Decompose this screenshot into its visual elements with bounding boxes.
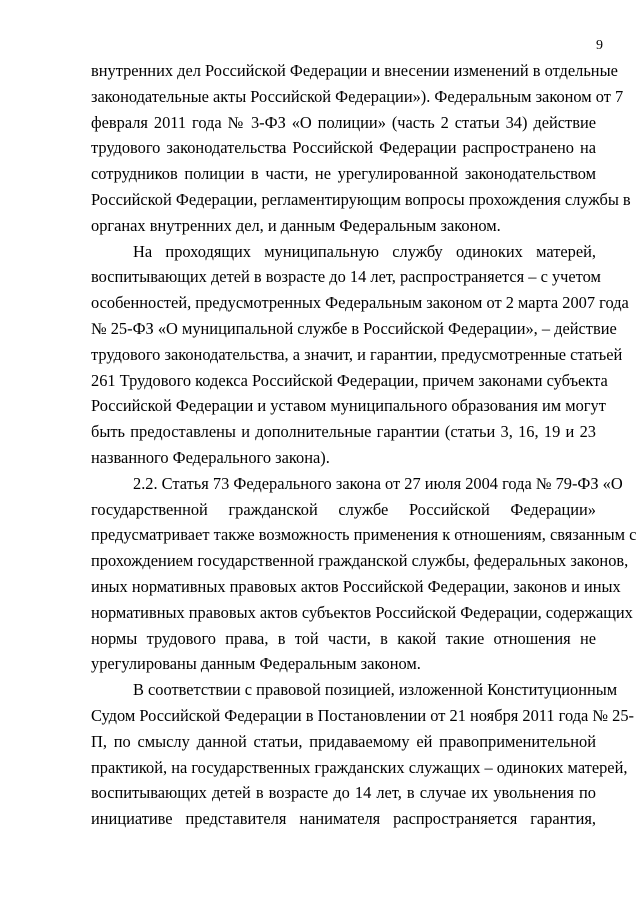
paragraph [91,239,629,471]
text-line: 261 Трудового кодекса Российской Федерации, причем законами субъекта [91,370,608,390]
text-line: иных нормативных правовых актов Российской Федерации, законов и иных [91,576,621,596]
text-line: быть предоставлены и дополнительные гарантии (статьи 3, 16, 19 и 23 [91,422,596,442]
text-line: трудового законодательства Российской Федерации распространено на [91,138,596,158]
text-line: Судом Российской Федерации в Постановлении от 21 ноября 2011 года № 25- [91,705,635,725]
page-number: 9 [596,38,603,53]
text-line: февраля 2011 года № 3-ФЗ «О полиции» (часть 2 статьи 34) действие [91,112,596,132]
text-line: № 25-ФЗ «О муниципальной службе в Российской Федерации», – действие [91,318,617,338]
text-line: 2.2. Статья 73 Федерального закона от 27 июля 2004 года № 79-ФЗ «О [133,473,623,493]
text-line: инициативе представителя нанимателя распространяется гарантия, [91,809,596,829]
text-line: На проходящих муниципальную службу одиноких матерей, [133,241,596,261]
text-line: органах внутренних дел, и данным Федеральным законом. [91,215,501,235]
text-line: нормативных правовых актов субъектов Российской Федерации, содержащих [91,602,633,622]
text-line: Российской Федерации, регламентирующим вопросы прохождения службы в [91,189,631,209]
text-line: воспитывающих детей в возрасте до 14 лет, распространяется – с учетом [91,267,601,287]
text-line: практикой, на государственных гражданских служащих – одиноких матерей, [91,757,628,777]
text-line: названного Федерального закона). [91,447,330,467]
text-line: государственной гражданской службе Российской Федерации» [91,499,596,519]
paragraph [91,471,637,677]
text-line: П, по смыслу данной статьи, придаваемому ей правоприменительной [91,731,596,751]
text-line: урегулированы данным Федеральным законом. [91,654,421,674]
text-line: Российской Федерации и уставом муниципального образования им могут [91,396,606,416]
text-line: предусматривает также возможность применения к отношениям, связанным с [91,525,637,545]
text-line: прохождением государственной гражданской службы, федеральных законов, [91,551,629,571]
paragraph [91,58,631,239]
text-line: внутренних дел Российской Федерации и внесении изменений в отдельные [91,61,618,80]
text-line: сотрудников полиции в части, не урегулированной законодательством [91,164,596,184]
text-line: нормы трудового права, в той части, в какой такие отношения не [91,628,596,648]
paragraph [91,677,635,832]
text-line: особенностей, предусмотренных Федеральным законом от 2 марта 2007 года [91,293,629,313]
text-line: В соответствии с правовой позицией, изложенной Конституционным [133,680,618,700]
text-line: трудового законодательства, а значит, и гарантии, предусмотренные статьей [91,344,623,364]
text-line: законодательные акты Российской Федерации»). Федеральным законом от 7 [91,86,624,106]
text-line: воспитывающих детей в возрасте до 14 лет, в случае их увольнения по [91,783,596,803]
document-body [91,58,637,832]
